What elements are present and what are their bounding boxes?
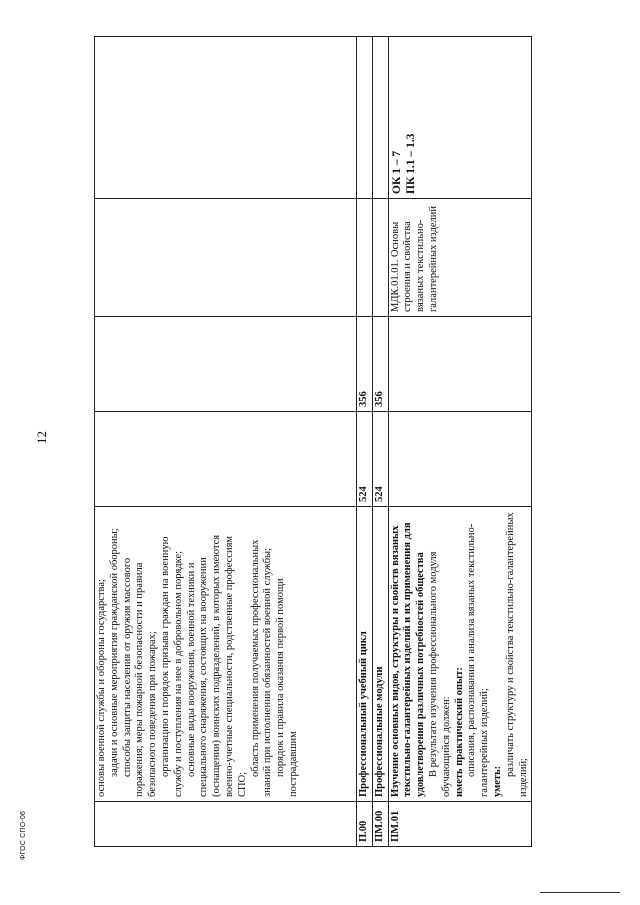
skill-label: уметь: xyxy=(491,765,503,797)
content-line: область применения получаемых профессиональных знаний при исполнении обязанностей военной службы; xyxy=(249,539,274,797)
bottom-divider xyxy=(540,892,620,893)
class-hours-cell xyxy=(95,317,357,412)
discipline-cell: МДК.01.01. Основы строения и свойства вязаных текстильно-галантерейных изделий xyxy=(388,199,532,317)
professional-competence: ПК 1.1 – 1.3 xyxy=(404,133,417,194)
competence-cell xyxy=(372,37,388,199)
content-line: организацию и порядок призыва граждан на военную службу и поступления на нее в добровольном порядке; xyxy=(159,536,184,797)
curriculum-table-sheet xyxy=(94,37,529,847)
page-number: 12 xyxy=(34,431,49,444)
content-cell xyxy=(95,507,357,802)
row-code: ПМ.01 xyxy=(388,802,532,847)
experience-label: иметь практический опыт: xyxy=(453,667,465,797)
content-line: основы военной службы и обороны государства; xyxy=(96,579,107,797)
row-title: Профессиональные модули xyxy=(372,507,388,802)
total-hours: 524 xyxy=(357,412,373,507)
table-row-pm01 xyxy=(388,37,532,847)
competence-cell xyxy=(388,37,532,199)
discipline-cell xyxy=(372,199,388,317)
content-line: способы защиты населения от оружия массового поражения; меры пожарной безопасности и правила безопасного поведения при пожарах; xyxy=(121,557,159,797)
total-hours: 524 xyxy=(372,412,388,507)
code-cell xyxy=(95,802,357,847)
competence-cell xyxy=(357,37,373,199)
class-hours: 356 xyxy=(372,317,388,412)
module-title: Изучение основных видов, структуры и свойств вязаных текстильно-галантерейных изделий и их применения для удовлетворения различных потребностей общества xyxy=(389,522,427,797)
content-line: порядок и правила оказания первой помощи пострадавшим xyxy=(275,578,299,797)
module-content-cell xyxy=(388,507,532,802)
class-hours: 356 xyxy=(357,317,373,412)
module-intro: В результате изучения профессионального модуля обучающийся должен: xyxy=(427,551,452,797)
content-line: основные виды вооружения, военной техники и специального снаряжения, состоящих на вооружении (оснащении) воинских подразделений, в которых имеются военно-учетные специальности, родственные профессиям СПО; xyxy=(185,534,248,797)
total-hours-cell xyxy=(388,412,532,507)
discipline-cell xyxy=(95,199,357,317)
table-row-p00 xyxy=(357,37,373,847)
footer-code: ФГОС СПО-06 xyxy=(20,810,27,860)
class-hours-cell xyxy=(388,317,532,412)
skill-text: различать структуру и свойства текстильно-галантерейных изделий; xyxy=(504,512,529,797)
table-row-pm00 xyxy=(372,37,388,847)
total-hours-cell xyxy=(95,412,357,507)
content-line: задачи и основные мероприятия гражданской обороны; xyxy=(108,528,120,777)
experience-text: описания, распознавания и анализа вязаных текстильно-галантерейных изделий; xyxy=(466,523,491,797)
discipline-cell xyxy=(357,199,373,317)
row-code: ПМ.00 xyxy=(372,802,388,847)
row-title: Профессиональный учебный цикл xyxy=(357,507,373,802)
general-competence: ОК 1 – 7 xyxy=(390,150,403,194)
row-code: П.00 xyxy=(357,802,373,847)
curriculum-table xyxy=(94,36,532,847)
competence-cell xyxy=(95,37,357,199)
table-row-continuation xyxy=(95,37,357,847)
